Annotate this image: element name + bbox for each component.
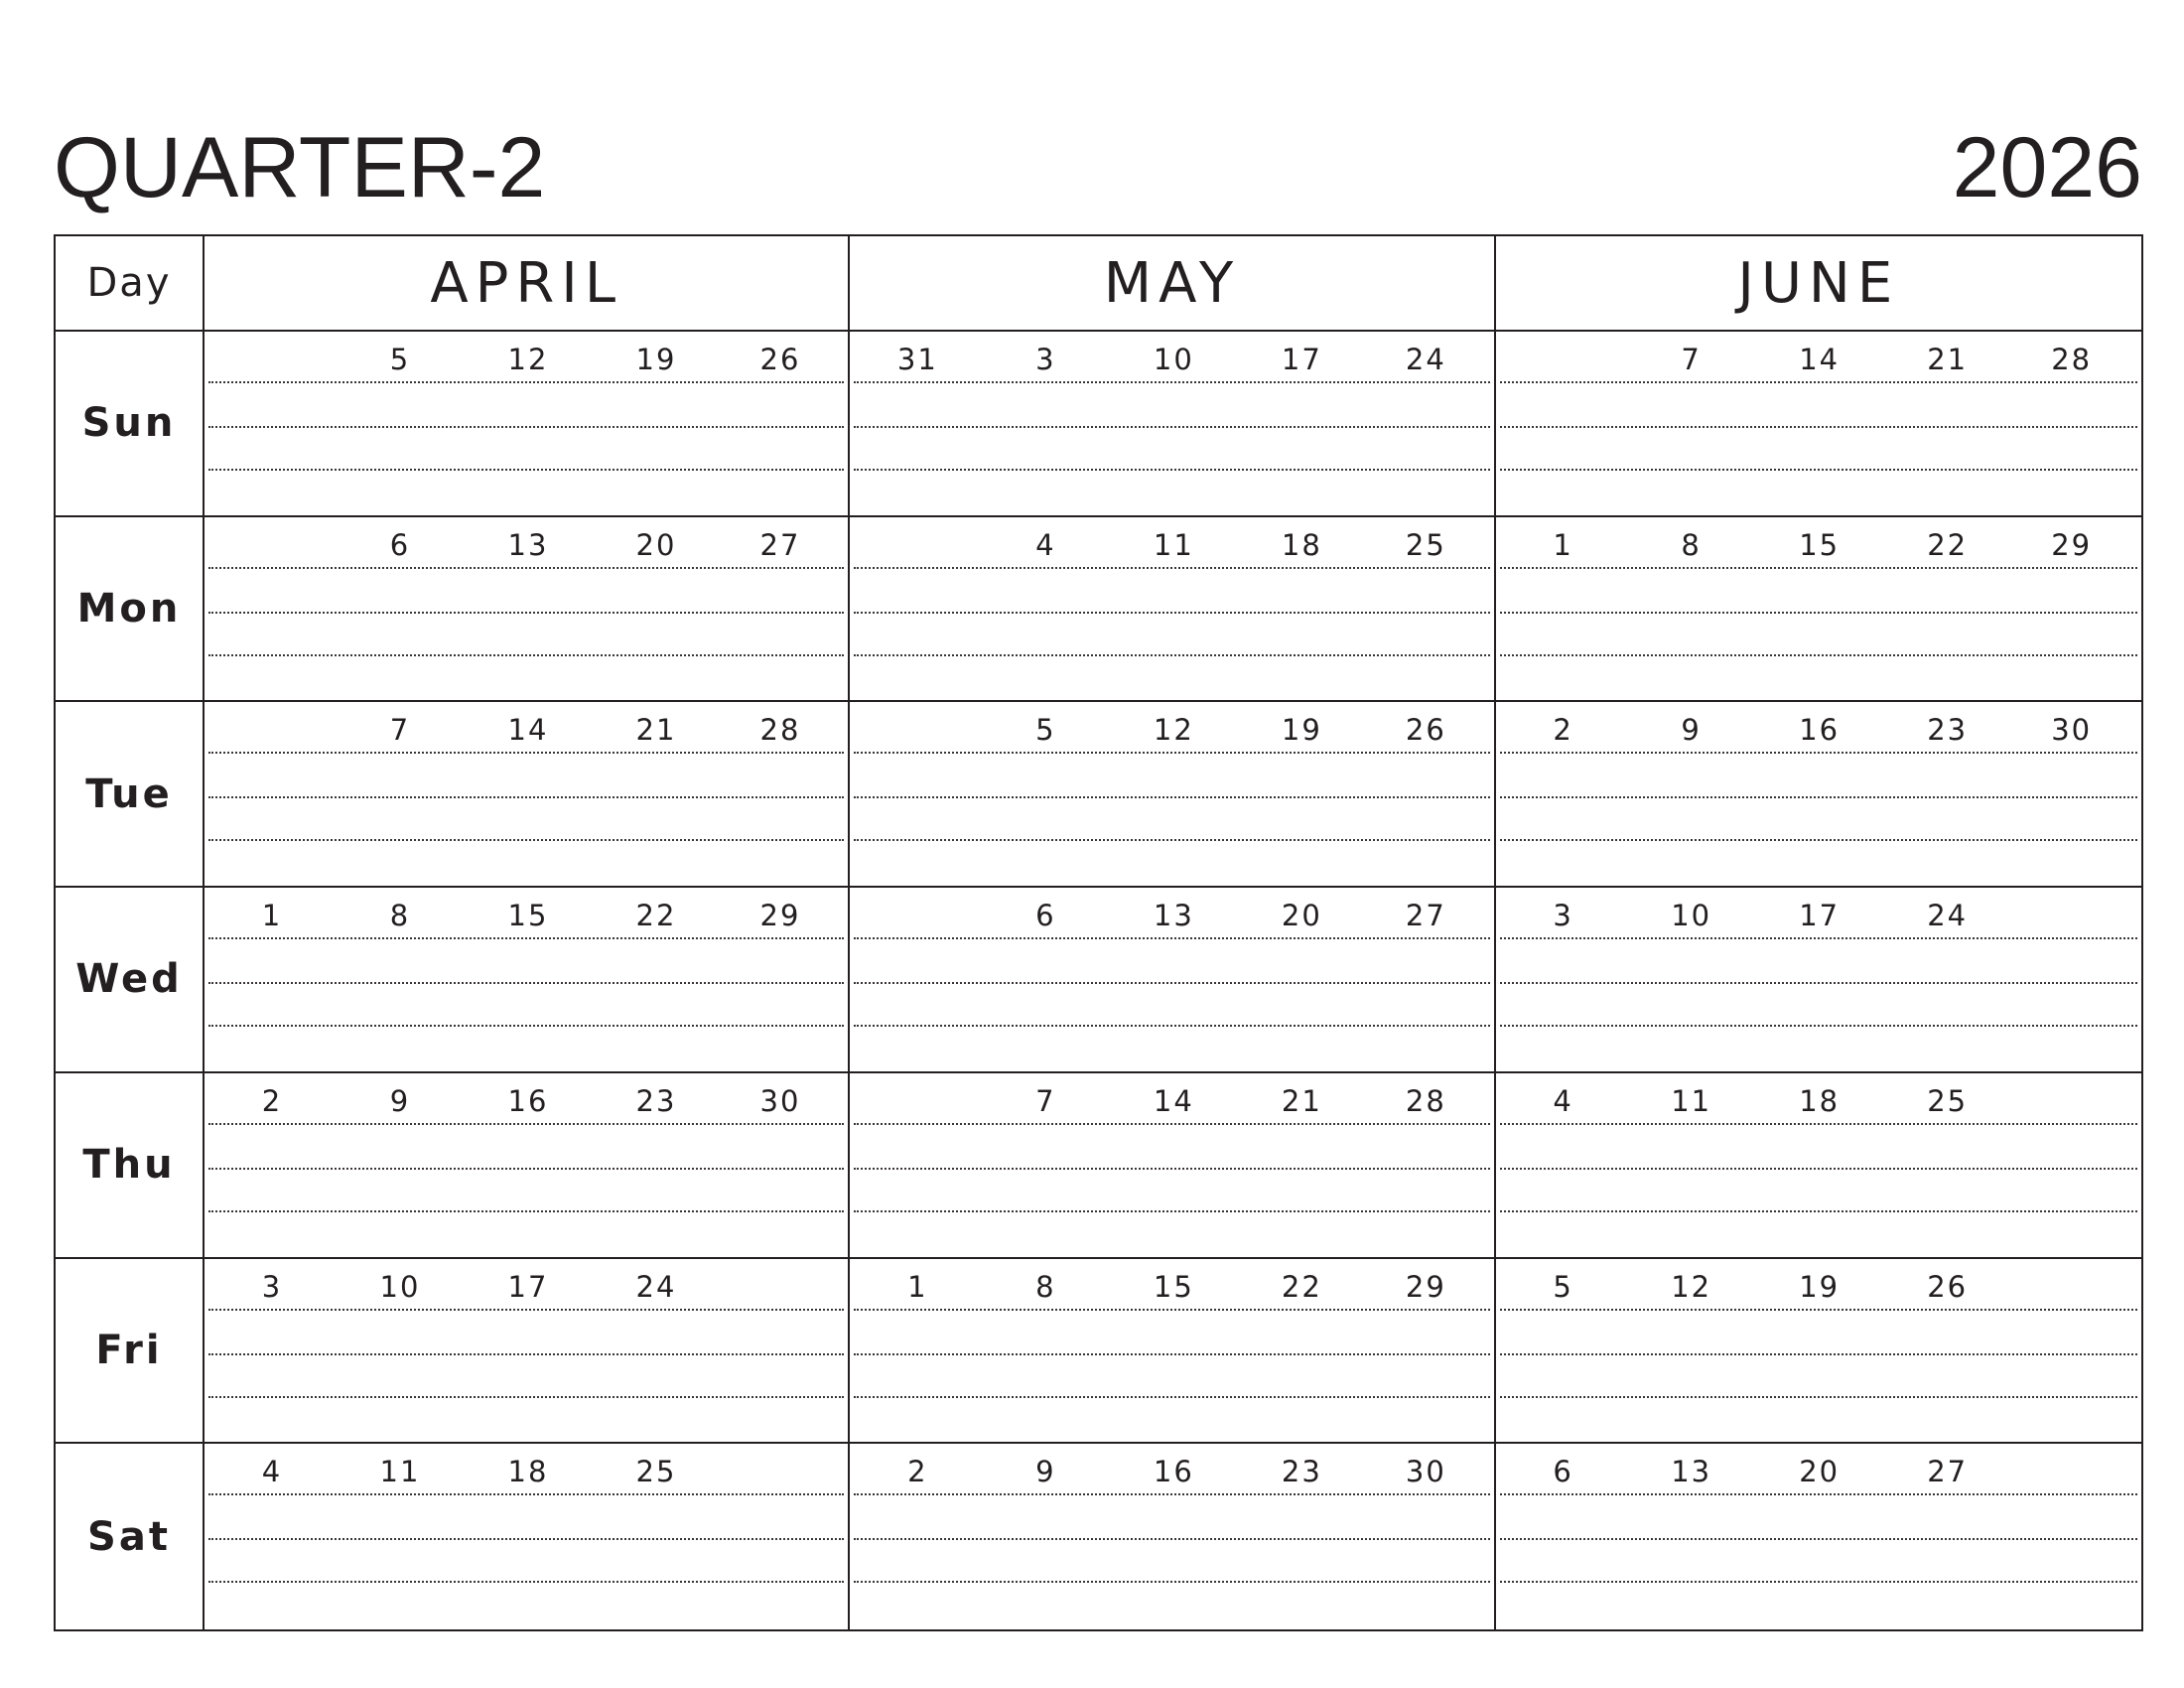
date-number: 22 — [635, 899, 677, 933]
month-day-cell[interactable] — [205, 1259, 850, 1445]
writing-line — [854, 839, 1489, 841]
quarter-calendar-grid — [54, 234, 2143, 1631]
writing-line — [854, 1493, 1489, 1495]
year-title: 2026 — [1952, 120, 2142, 215]
writing-line — [1500, 1493, 2137, 1495]
month-day-cell[interactable] — [850, 332, 1495, 517]
writing-line — [854, 426, 1489, 428]
date-number: 2 — [907, 1455, 928, 1489]
writing-line — [854, 796, 1489, 798]
writing-line — [854, 1168, 1489, 1170]
date-number: 6 — [1035, 899, 1056, 933]
writing-line — [1500, 839, 2137, 841]
month-day-cell[interactable] — [850, 1259, 1495, 1445]
date-row — [205, 527, 848, 563]
date-number: 7 — [1681, 343, 1702, 376]
writing-line — [208, 612, 844, 614]
date-number: 22 — [1927, 527, 1969, 562]
date-number: 14 — [1799, 343, 1841, 376]
date-number: 5 — [1035, 713, 1056, 748]
date-number: 9 — [1035, 1455, 1056, 1489]
day-column-header — [56, 236, 205, 332]
writing-line — [854, 1025, 1489, 1027]
month-day-cell[interactable] — [205, 888, 850, 1073]
month-day-cell[interactable] — [1496, 332, 2141, 517]
writing-line — [208, 567, 844, 569]
writing-line — [208, 1123, 844, 1125]
date-number: 24 — [1405, 343, 1446, 376]
writing-line — [854, 1353, 1489, 1355]
writing-line — [1500, 1123, 2137, 1125]
writing-line — [208, 1581, 844, 1583]
writing-line — [208, 1309, 844, 1311]
writing-line — [854, 381, 1489, 383]
writing-line — [854, 1123, 1489, 1125]
writing-line — [1500, 1309, 2137, 1311]
date-number: 18 — [507, 1455, 549, 1489]
date-number: 31 — [896, 343, 938, 376]
date-row — [1496, 1269, 2141, 1305]
date-number: 1 — [1553, 527, 1573, 562]
date-row — [1496, 527, 2141, 563]
month-day-cell[interactable] — [1496, 888, 2141, 1073]
date-number: 17 — [1799, 899, 1841, 933]
date-number: 8 — [389, 899, 411, 933]
date-number: 29 — [1405, 1269, 1446, 1304]
writing-line — [1500, 1210, 2137, 1212]
writing-line — [208, 469, 844, 471]
date-number: 8 — [1681, 527, 1702, 562]
date-number: 10 — [379, 1269, 421, 1304]
date-number: 5 — [389, 343, 411, 376]
writing-line — [208, 1353, 844, 1355]
weekday-label-thu: Thu — [56, 1073, 205, 1259]
month-day-cell[interactable] — [1496, 702, 2141, 888]
date-number: 10 — [1153, 343, 1194, 376]
month-day-cell[interactable] — [850, 517, 1495, 703]
date-row — [1496, 342, 2141, 377]
writing-line — [1500, 982, 2137, 984]
date-number: 15 — [1799, 527, 1841, 562]
writing-line — [1500, 796, 2137, 798]
writing-line — [854, 612, 1489, 614]
date-number: 13 — [1671, 1455, 1712, 1489]
date-number: 9 — [1681, 713, 1702, 748]
date-number: 4 — [1553, 1083, 1573, 1118]
date-number: 19 — [1281, 713, 1322, 748]
writing-line — [208, 752, 844, 754]
weekday-label-wed: Wed — [56, 888, 205, 1073]
date-number: 12 — [1153, 713, 1194, 748]
date-number: 27 — [1405, 899, 1446, 933]
writing-line — [854, 1538, 1489, 1540]
date-number: 2 — [261, 1083, 283, 1118]
writing-line — [208, 381, 844, 383]
date-number: 4 — [1035, 527, 1056, 562]
date-number: 17 — [507, 1269, 549, 1304]
date-number: 10 — [1671, 899, 1712, 933]
date-row — [205, 1269, 848, 1305]
writing-line — [1500, 567, 2137, 569]
month-day-cell[interactable] — [205, 1444, 850, 1629]
date-number: 8 — [1035, 1269, 1056, 1304]
month-day-cell[interactable] — [205, 332, 850, 517]
weekday-label-sat: Sat — [56, 1444, 205, 1629]
date-number: 27 — [759, 527, 801, 562]
date-number: 20 — [1281, 899, 1322, 933]
date-number: 18 — [1281, 527, 1322, 562]
date-number: 13 — [507, 527, 549, 562]
date-number: 6 — [1553, 1455, 1573, 1489]
writing-line — [1500, 1396, 2137, 1398]
month-day-cell[interactable] — [205, 1073, 850, 1259]
month-day-cell[interactable] — [1496, 1073, 2141, 1259]
date-number: 25 — [1405, 527, 1446, 562]
date-number: 24 — [635, 1269, 677, 1304]
writing-line — [208, 1493, 844, 1495]
month-day-cell[interactable] — [850, 702, 1495, 888]
quarter-title: QUARTER-2 — [54, 120, 546, 215]
date-number: 26 — [759, 343, 801, 376]
writing-line — [208, 426, 844, 428]
date-number: 28 — [759, 713, 801, 748]
date-row — [850, 712, 1493, 748]
month-header-april — [205, 236, 850, 332]
date-number: 23 — [1281, 1455, 1322, 1489]
date-row — [850, 1083, 1493, 1119]
date-number: 13 — [1153, 899, 1194, 933]
date-number: 17 — [1281, 343, 1322, 376]
date-row — [1496, 1454, 2141, 1489]
writing-line — [854, 937, 1489, 939]
writing-line — [854, 567, 1489, 569]
date-number: 12 — [1671, 1269, 1712, 1304]
date-number: 11 — [1671, 1083, 1712, 1118]
date-number: 14 — [507, 713, 549, 748]
date-row — [850, 342, 1493, 377]
date-number: 29 — [759, 899, 801, 933]
writing-line — [1500, 1025, 2137, 1027]
date-number: 28 — [1405, 1083, 1446, 1118]
date-number: 12 — [507, 343, 549, 376]
weekday-label-sun: Sun — [56, 332, 205, 517]
date-number: 22 — [1281, 1269, 1322, 1304]
month-day-cell[interactable] — [850, 888, 1495, 1073]
writing-line — [208, 1396, 844, 1398]
month-day-cell[interactable] — [1496, 1444, 2141, 1629]
date-number: 16 — [507, 1083, 549, 1118]
date-number: 5 — [1553, 1269, 1573, 1304]
date-number: 6 — [389, 527, 411, 562]
date-number: 15 — [507, 899, 549, 933]
writing-line — [208, 1210, 844, 1212]
month-header-may — [850, 236, 1495, 332]
date-number: 14 — [1153, 1083, 1194, 1118]
date-number: 23 — [1927, 713, 1969, 748]
writing-line — [208, 839, 844, 841]
writing-line — [1500, 612, 2137, 614]
writing-line — [854, 1581, 1489, 1583]
date-number: 25 — [1927, 1083, 1969, 1118]
date-row — [850, 1269, 1493, 1305]
date-row — [1496, 898, 2141, 933]
date-number: 28 — [2051, 343, 2093, 376]
date-number: 9 — [389, 1083, 411, 1118]
writing-line — [1500, 654, 2137, 656]
date-number: 24 — [1927, 899, 1969, 933]
date-number: 21 — [635, 713, 677, 748]
date-number: 11 — [379, 1455, 421, 1489]
date-number: 30 — [1405, 1455, 1446, 1489]
date-number: 20 — [635, 527, 677, 562]
date-number: 26 — [1405, 713, 1446, 748]
writing-line — [1500, 1353, 2137, 1355]
date-row — [1496, 712, 2141, 748]
date-number: 18 — [1799, 1083, 1841, 1118]
date-number: 3 — [1553, 899, 1573, 933]
date-row — [205, 898, 848, 933]
date-number: 21 — [1927, 343, 1969, 376]
month-day-cell[interactable] — [205, 702, 850, 888]
month-label: APRIL — [430, 250, 623, 316]
writing-line — [854, 982, 1489, 984]
month-day-cell[interactable] — [1496, 517, 2141, 703]
date-number: 19 — [1799, 1269, 1841, 1304]
date-row — [850, 898, 1493, 933]
writing-line — [208, 654, 844, 656]
date-row — [205, 1083, 848, 1119]
writing-line — [854, 1210, 1489, 1212]
date-row — [850, 527, 1493, 563]
date-number: 15 — [1153, 1269, 1194, 1304]
month-label: JUNE — [1737, 250, 1900, 316]
writing-line — [208, 1025, 844, 1027]
date-number: 21 — [1281, 1083, 1322, 1118]
weekday-label-fri: Fri — [56, 1259, 205, 1445]
writing-line — [1500, 381, 2137, 383]
date-number: 27 — [1927, 1455, 1969, 1489]
month-header-june — [1496, 236, 2141, 332]
writing-line — [1500, 1168, 2137, 1170]
writing-line — [854, 1309, 1489, 1311]
writing-line — [1500, 937, 2137, 939]
writing-line — [208, 1168, 844, 1170]
writing-line — [1500, 1581, 2137, 1583]
date-number: 3 — [261, 1269, 283, 1304]
writing-line — [1500, 752, 2137, 754]
date-row — [205, 712, 848, 748]
date-row — [205, 1454, 848, 1489]
date-number: 26 — [1927, 1269, 1969, 1304]
date-number: 30 — [759, 1083, 801, 1118]
writing-line — [854, 469, 1489, 471]
date-number: 11 — [1153, 527, 1194, 562]
writing-line — [208, 937, 844, 939]
date-number: 7 — [1035, 1083, 1056, 1118]
writing-line — [208, 982, 844, 984]
date-number: 4 — [261, 1455, 283, 1489]
month-label: MAY — [1103, 250, 1241, 316]
date-number: 2 — [1553, 713, 1573, 748]
date-number: 30 — [2051, 713, 2093, 748]
date-number: 19 — [635, 343, 677, 376]
weekday-label-tue: Tue — [56, 702, 205, 888]
month-day-cell[interactable] — [1496, 1259, 2141, 1445]
date-row — [205, 342, 848, 377]
writing-line — [208, 796, 844, 798]
date-row — [850, 1454, 1493, 1489]
date-number: 20 — [1799, 1455, 1841, 1489]
writing-line — [854, 1396, 1489, 1398]
writing-line — [1500, 1538, 2137, 1540]
weekday-label-mon: Mon — [56, 517, 205, 703]
writing-line — [854, 752, 1489, 754]
month-day-cell[interactable] — [850, 1073, 1495, 1259]
writing-line — [208, 1538, 844, 1540]
day-column-label: Day — [86, 260, 172, 306]
month-day-cell[interactable] — [205, 517, 850, 703]
month-day-cell[interactable] — [850, 1444, 1495, 1629]
writing-line — [1500, 469, 2137, 471]
writing-line — [854, 654, 1489, 656]
date-number: 29 — [2051, 527, 2093, 562]
date-number: 16 — [1153, 1455, 1194, 1489]
date-row — [1496, 1083, 2141, 1119]
date-number: 3 — [1035, 343, 1056, 376]
writing-line — [1500, 426, 2137, 428]
date-number: 1 — [907, 1269, 928, 1304]
date-number: 25 — [635, 1455, 677, 1489]
date-number: 23 — [635, 1083, 677, 1118]
date-number: 16 — [1799, 713, 1841, 748]
date-number: 7 — [389, 713, 411, 748]
date-number: 1 — [261, 899, 283, 933]
